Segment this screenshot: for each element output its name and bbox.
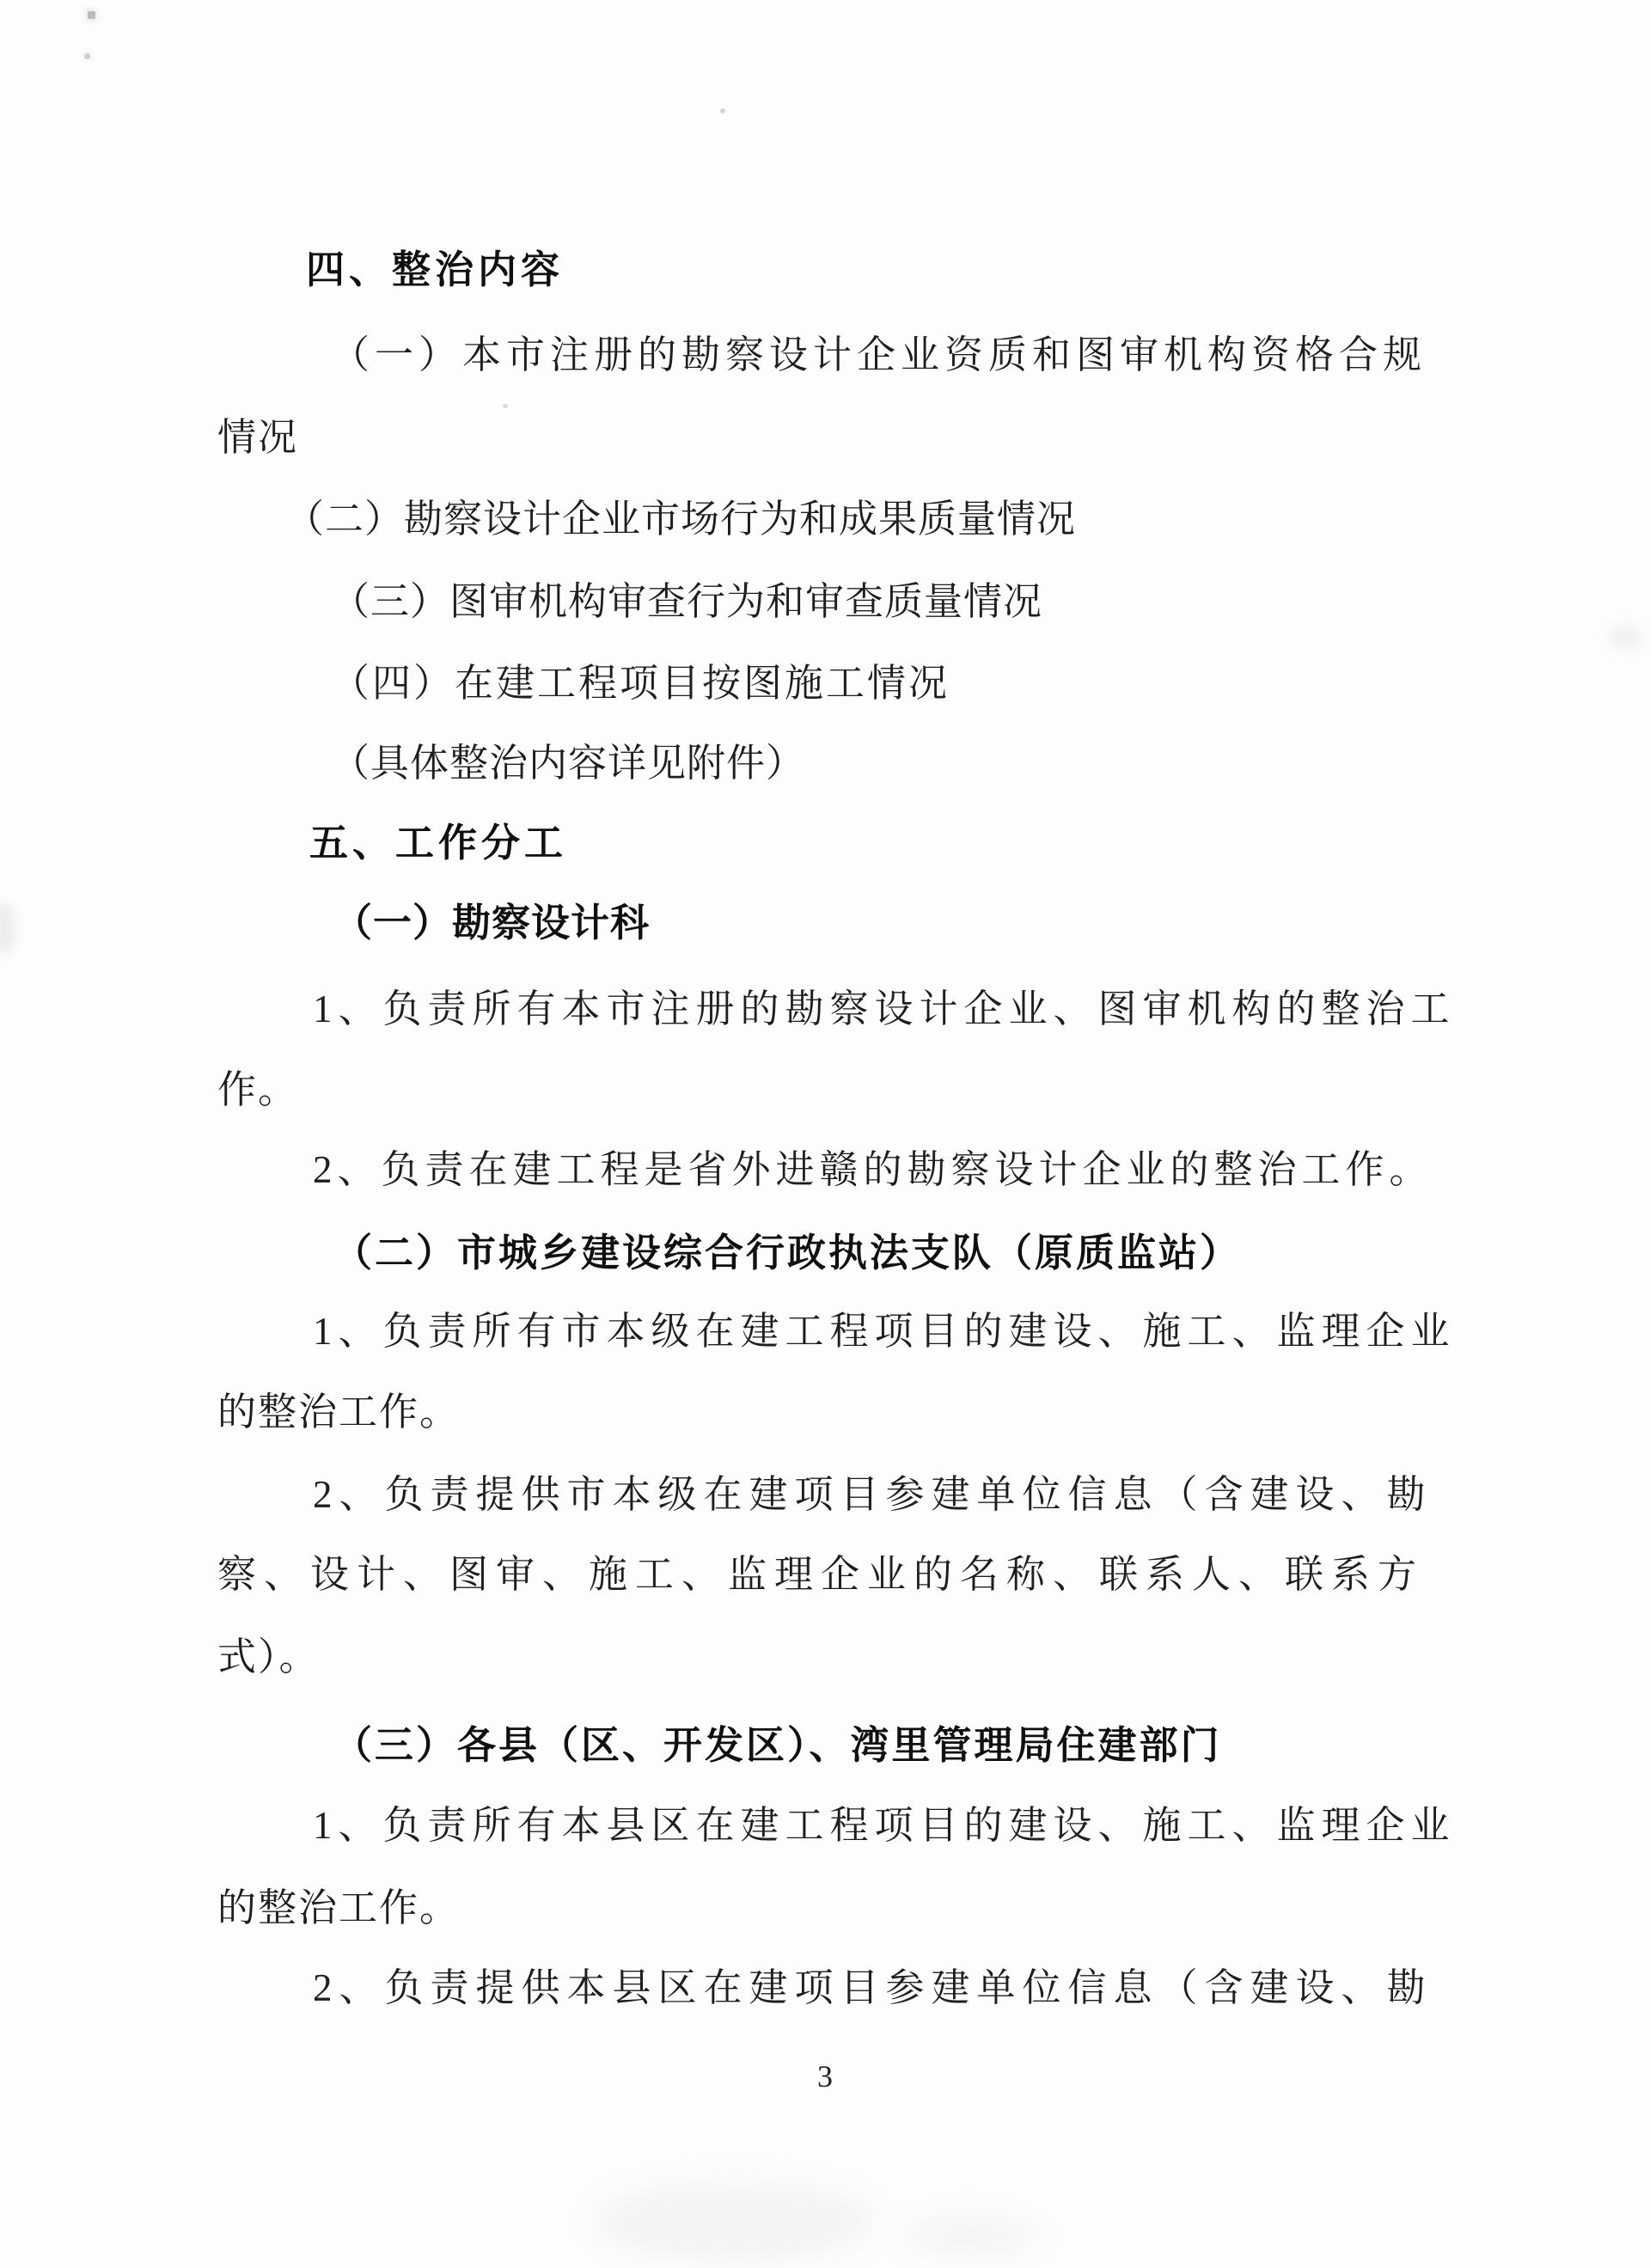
scan-artifact-smudge [902, 2213, 1040, 2260]
scan-artifact-dot [503, 404, 508, 408]
scan-artifact-smudge [593, 2183, 877, 2260]
item-1-continuation: 情况 [217, 416, 299, 459]
scan-artifact-speck [84, 53, 90, 59]
heading-section-5-work-division: 五、工作分工 [309, 821, 568, 865]
scan-artifact-smudge [1609, 626, 1643, 648]
duty-2-county-project-info: 2、负责提供本县区在建项目参建单位信息（含建设、勘 [313, 1966, 1433, 2009]
scan-artifact-dot [720, 108, 725, 113]
duty-2-city-info-end: 式）。 [217, 1635, 320, 1678]
duty-1-registered-firms: 1、负责所有本市注册的勘察设计企业、图审机构的整治工 [313, 987, 1456, 1030]
item-2-market-behavior-quality: （二）勘察设计企业市场行为和成果质量情况 [285, 498, 1077, 541]
duty-2-out-of-province-firms: 2、负责在建工程是省外进赣的勘察设计企业的整治工作。 [313, 1148, 1433, 1191]
duty-1-continuation: 作。 [217, 1068, 299, 1111]
subheading-survey-design-section: （一）勘察设计科 [333, 901, 651, 944]
duty-1-county-continuation: 的整治工作。 [217, 1886, 461, 1929]
duty-2-city-info-continuation: 察、设计、图审、施工、监理企业的名称、联系人、联系方 [217, 1553, 1425, 1596]
item-1-qualification-compliance: （一）本市注册的勘察设计企业资质和图审机构资格合规 [331, 333, 1427, 376]
duty-1-county-projects: 1、负责所有本县区在建工程项目的建设、施工、监理企业 [313, 1804, 1456, 1847]
duty-1-city-continuation: 的整治工作。 [217, 1391, 461, 1434]
duty-2-city-project-info: 2、负责提供市本级在建项目参建单位信息（含建设、勘 [313, 1473, 1433, 1516]
scan-artifact-speck [88, 11, 95, 19]
page-number: 3 [817, 2059, 833, 2094]
heading-section-4-remediation-content: 四、整治内容 [306, 248, 565, 291]
note-see-attachment: （具体整治内容详见附件） [331, 742, 806, 785]
subheading-county-housing-depts: （三）各县（区、开发区）、湾里管理局住建部门 [333, 1723, 1222, 1767]
item-3-review-behavior-quality: （三）图审机构审查行为和审查质量情况 [331, 580, 1043, 623]
duty-1-city-level-projects: 1、负责所有市本级在建工程项目的建设、施工、监理企业 [313, 1310, 1456, 1353]
scan-artifact-smudge [0, 902, 15, 954]
subheading-enforcement-detachment: （二）市城乡建设综合行政执法支队（原质监站） [333, 1231, 1242, 1275]
item-4-construction-per-drawings: （四）在建工程项目按图施工情况 [331, 662, 950, 705]
